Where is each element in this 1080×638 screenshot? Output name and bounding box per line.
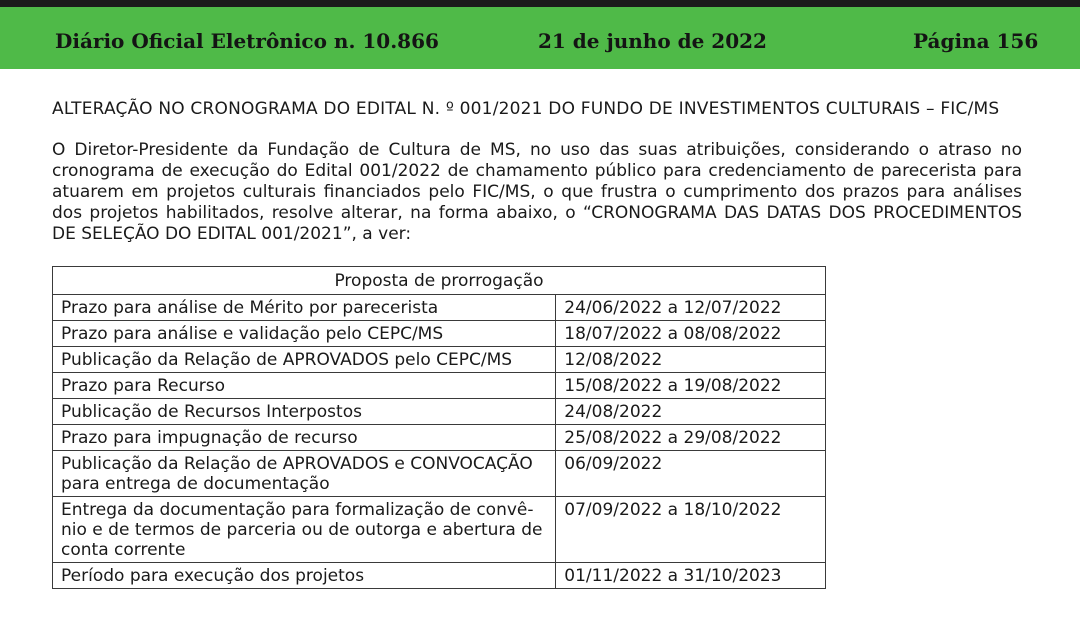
table-row bbox=[53, 321, 826, 347]
table-row bbox=[53, 425, 826, 451]
dates-cell: 12/08/2022 bbox=[556, 347, 826, 373]
publication-title: Diário Oficial Eletrônico n. 10.866 bbox=[55, 29, 439, 53]
dates-cell: 25/08/2022 a 29/08/2022 bbox=[556, 425, 826, 451]
dates-cell: 24/06/2022 a 12/07/2022 bbox=[556, 295, 826, 321]
table-row bbox=[53, 497, 826, 563]
stage-cell: Prazo para Recurso bbox=[53, 373, 556, 399]
schedule-table bbox=[52, 266, 826, 589]
table-row bbox=[53, 451, 826, 497]
stage-cell: Publicação de Recursos Interpostos bbox=[53, 399, 556, 425]
document-title: ALTERAÇÃO NO CRONOGRAMA DO EDITAL N. º 001/2021 DO FUNDO DE INVESTIMENTOS CULTURAIS – FIC/MS bbox=[52, 99, 1000, 119]
document-body: O Diretor-Presidente da Fundação de Cultura de MS, no uso das suas atribuições, considerando o atraso no cronograma de execução do Edital 001/2022 de chamamento público para credenciamento de parecerista para atuarem em projetos culturais financiados pelo FIC/MS, o que frustra o cumprimento dos prazos para análises dos projetos habilitados, resolve alterar, na forma abaixo, o “CRONOGRAMA DAS DATAS DOS PROCEDIMENTOS DE SELEÇÃO DO EDITAL 001/2021”, a ver: bbox=[52, 140, 1022, 244]
dates-cell: 06/09/2022 bbox=[556, 451, 826, 497]
dates-cell: 07/09/2022 a 18/10/2022 bbox=[556, 497, 826, 563]
dates-cell: 18/07/2022 a 08/08/2022 bbox=[556, 321, 826, 347]
table-header-row bbox=[53, 267, 826, 295]
stage-cell: Prazo para análise de Mérito por parecerista bbox=[53, 295, 556, 321]
table-body bbox=[53, 295, 826, 589]
stage-cell: Período para execução dos projetos bbox=[53, 563, 556, 589]
table-row bbox=[53, 399, 826, 425]
table-row bbox=[53, 373, 826, 399]
stage-cell: Publicação da Relação de APROVADOS pelo CEPC/MS bbox=[53, 347, 556, 373]
stage-cell: Publicação da Relação de APROVADOS e CONVOCAÇÃO para entrega de documentação bbox=[53, 451, 556, 497]
page-number: Página 156 bbox=[913, 29, 1039, 53]
table-header: Proposta de prorrogação bbox=[53, 267, 826, 295]
publication-date: 21 de junho de 2022 bbox=[538, 29, 767, 53]
stage-cell: Entrega da documentação para formalização de convê-nio e de termos de parceria ou de outorga e abertura de conta corrente bbox=[53, 497, 556, 563]
table-row bbox=[53, 295, 826, 321]
dates-cell: 24/08/2022 bbox=[556, 399, 826, 425]
dates-cell: 15/08/2022 a 19/08/2022 bbox=[556, 373, 826, 399]
table-row bbox=[53, 347, 826, 373]
publication-header bbox=[0, 7, 1080, 69]
top-border bbox=[0, 0, 1080, 7]
table-row bbox=[53, 563, 826, 589]
stage-cell: Prazo para impugnação de recurso bbox=[53, 425, 556, 451]
stage-cell: Prazo para análise e validação pelo CEPC/MS bbox=[53, 321, 556, 347]
dates-cell: 01/11/2022 a 31/10/2023 bbox=[556, 563, 826, 589]
